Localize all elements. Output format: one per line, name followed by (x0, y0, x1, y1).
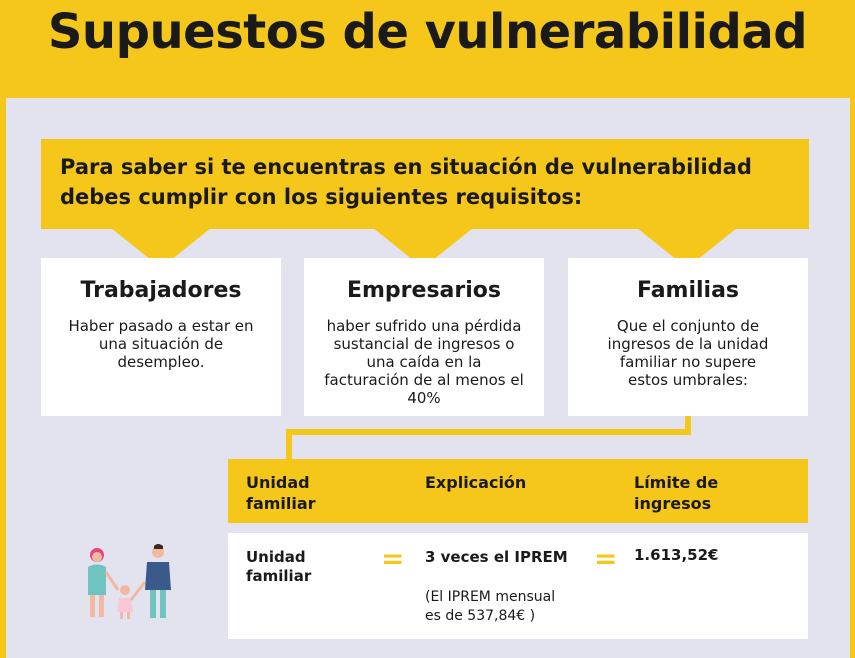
cell-explicacion: 3 veces el IPREM (425, 548, 568, 566)
equals-sign: = (381, 542, 405, 575)
equals-sign: = (594, 542, 618, 575)
card-trabajadores (41, 258, 281, 416)
card-body: Que el conjunto de ingresos de la unidad familiar no supere estos umbrales: (607, 317, 769, 389)
card-title: Trabajadores (80, 278, 242, 303)
card-empresarios (304, 258, 544, 416)
page-title: Supuestos de vulnerabilidad (47, 4, 808, 60)
connector-line (286, 429, 292, 462)
connector-line (286, 429, 691, 435)
column-header-explicacion: Explicación (425, 473, 527, 492)
card-title: Empresarios (346, 278, 501, 303)
family-illustration-icon (70, 540, 190, 620)
column-header-limite: Límite de ingresos (634, 473, 719, 513)
intro-text: Para saber si te encuentras en situación de vulnerabilidad debes cumplir con los siguientes requisitos: (60, 155, 752, 209)
column-header-unidad: Unidad familiar (246, 473, 316, 513)
card-body: haber sufrido una pérdida sustancial de ingresos o una caída en la facturación de al menos el 40% (324, 317, 524, 407)
card-familias (568, 258, 808, 416)
cell-unidad: Unidad familiar (246, 548, 312, 585)
card-body: Haber pasado a estar en una situación de desempleo. (68, 317, 254, 371)
cell-note: (El IPREM mensual es de 537,84€ ) (425, 589, 556, 624)
cell-limite: 1.613,52€ (634, 546, 719, 564)
card-title: Familias (636, 278, 740, 303)
